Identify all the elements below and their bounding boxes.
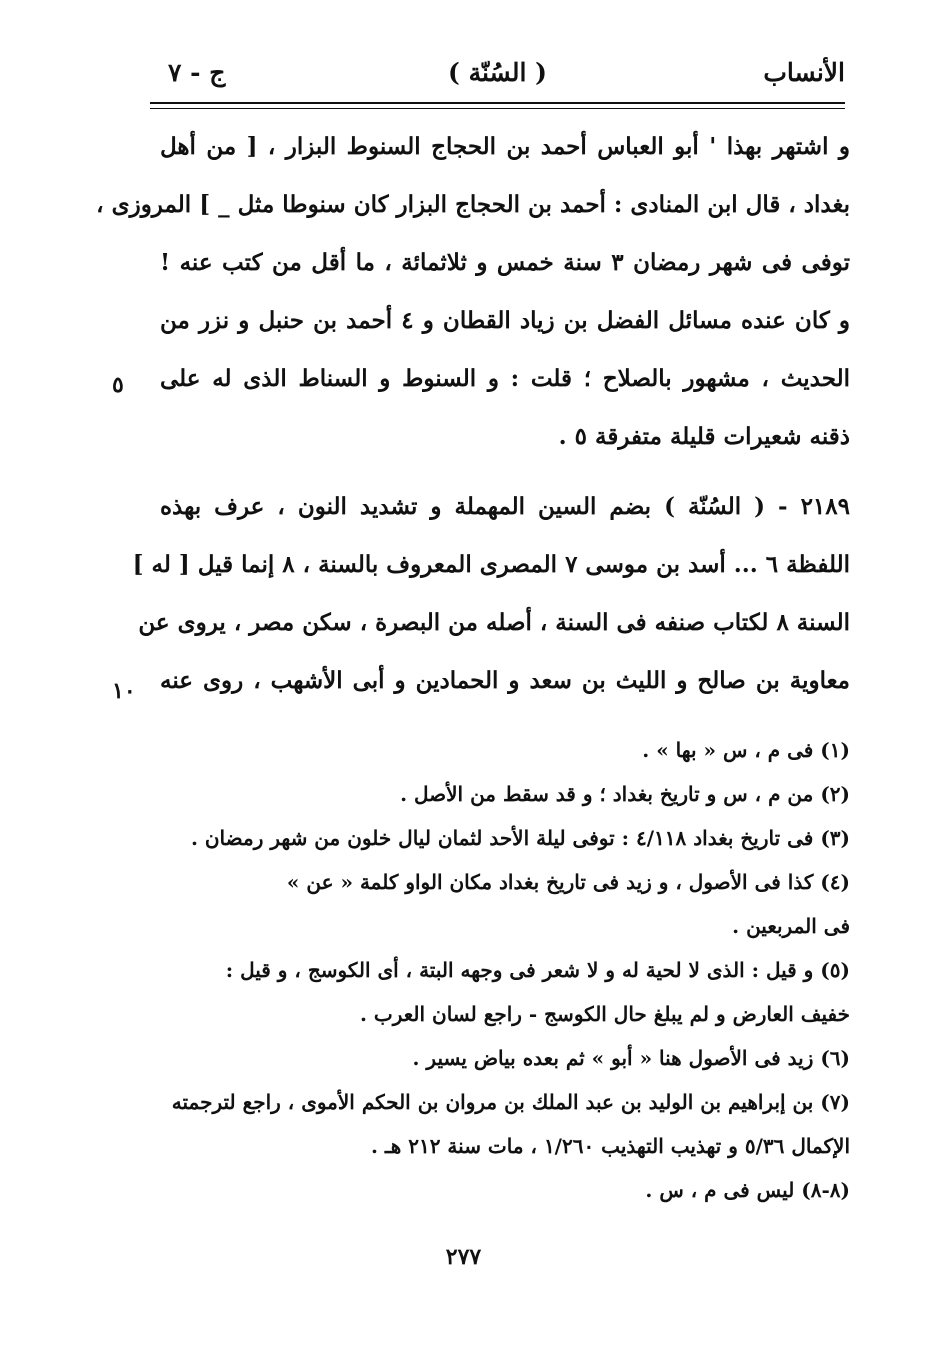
- text-line: توفى فى شهر رمضان ٣ سنة خمس و ثلاثمائة ، ما أقل من كتب عنه !: [160, 249, 850, 276]
- text-line: السنة ٨ لكتاب صنفه فى السنة ، أصله من البصرة ، سكن مصر ، يروى عن: [138, 609, 850, 636]
- footnote-continuation: الإكمال ٥/٣٦ و تهذيب التهذيب ١/٢٦٠ ، مات سنة ٢١٢ هـ .: [370, 1134, 850, 1158]
- running-header: [150, 52, 845, 92]
- footnote: (٧) بن إبراهيم بن الوليد بن عبد الملك بن مروان بن الحكم الأموى ، راجع لترجمته: [171, 1090, 850, 1114]
- header-section-title: ( السُنّة ): [448, 58, 547, 87]
- header-rule-thick: [150, 102, 845, 104]
- text-line: اللفظة ٦ ... أسد بن موسى ٧ المصرى المعروف بالسنة ، ٨ إنما قيل [ له ]: [132, 551, 850, 578]
- footnote: (١) فى م ، س « بها » .: [642, 738, 850, 762]
- footnotes: [160, 728, 850, 1212]
- line-number-10: ١٠: [112, 678, 136, 704]
- footnote: (٦) زيد فى الأصول هنا « أبو » ثم بعده بياض يسير .: [412, 1046, 850, 1070]
- text-line: و اشتهر بهذا ' أبو العباس أحمد بن الحجاج السنوط البزار ، [ من أهل: [160, 133, 850, 160]
- page-number: ٢٧٧: [445, 1244, 482, 1270]
- footnote: (٥) و قيل : الذى لا لحية له و لا شعر فى وجهه البتة ، أى الكوسج ، و قيل :: [225, 958, 850, 982]
- text-line: ذقنه شعيرات قليلة متفرقة ٥ .: [558, 423, 850, 450]
- header-rule-thin: [150, 108, 845, 109]
- text-line: معاوية بن صالح و الليث بن سعد و الحمادين و أبى الأشهب ، روى عنه: [160, 667, 850, 694]
- text-line: الحديث ، مشهور بالصلاح ؛ قلت : و السنوط و السناط الذى له على: [160, 365, 850, 392]
- text-line: بغداد ، قال ابن المنادى : أحمد بن الحجاج البزار كان سنوطا مثل _ ] المروزى ،: [96, 191, 850, 218]
- entry-spacer: [160, 470, 850, 482]
- line-number-5: ٥: [112, 372, 124, 398]
- footnote-continuation: خفيف العارض و لم يبلغ حال الكوسج - راجع لسان العرب .: [359, 1002, 850, 1026]
- footnote: (٤) كذا فى الأصول ، و زيد فى تاريخ بغداد مكان الواو كلمة « عن »: [286, 870, 850, 894]
- header-volume: ج - ٧: [168, 58, 226, 87]
- footnote: (٢) من م ، س و تاريخ بغداد ؛ و قد سقط من الأصل .: [400, 782, 850, 806]
- footnote: (٣) فى تاريخ بغداد ٤/١١٨ : توفى ليلة الأحد لثمان ليال خلون من شهر رمضان .: [190, 826, 850, 850]
- entry-first-line: ٢١٨٩ - ( السُنّة ) بضم السين المهملة و تشديد النون ، عرف بهذه: [160, 493, 850, 520]
- footnote: (٨-٨) ليس فى م ، س .: [645, 1178, 850, 1202]
- header-book-title: الأنساب: [763, 58, 845, 87]
- text-line: و كان عنده مسائل الفضل بن زياد القطان و ٤ أحمد بن حنبل و نزر من: [160, 307, 850, 334]
- footnote-continuation: فى المربعين .: [732, 914, 850, 938]
